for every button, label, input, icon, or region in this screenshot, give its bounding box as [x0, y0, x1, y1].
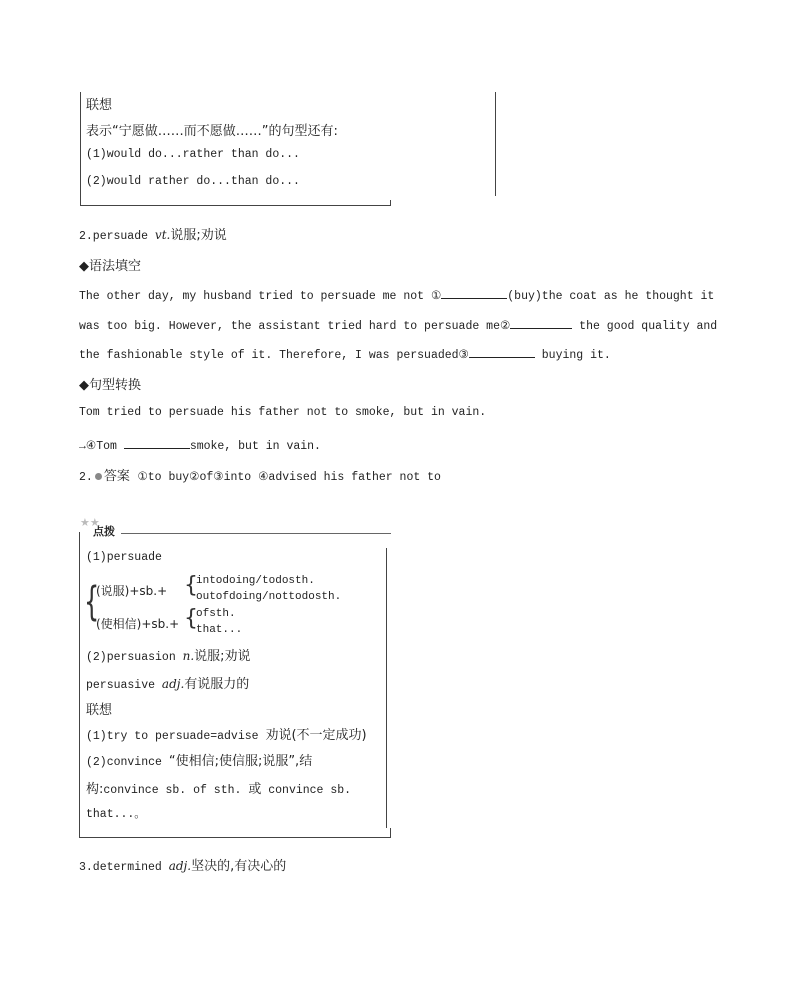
box2-item-1: (1)persuade — [86, 551, 162, 564]
answer-icon — [95, 473, 102, 480]
blank-2[interactable] — [510, 316, 572, 329]
blank-4[interactable] — [124, 436, 190, 449]
section3-title: 3.determined adj.坚决的,有决心的 — [79, 859, 287, 874]
star-icon: ★★ — [80, 516, 100, 529]
box1-line-2: (2)would rather do...than do... — [86, 175, 300, 188]
paragraph-line-3: the fashionable style of it. Therefore, I was persuaded③ buying it. — [79, 345, 611, 362]
box2-lianxiang-2: (2)convince “使相信;使信服;说服”,结 — [86, 754, 313, 769]
box1-line-1: (1)would do...rather than do... — [86, 148, 300, 161]
brace1-option-b: outofdoing/nottodosth. — [196, 591, 342, 603]
grammar-heading: ◆语法填空 — [79, 259, 141, 274]
box2-lianxiang-3: 构:convince sb. of sth. 或 convince sb. — [86, 782, 352, 797]
brace1-option-a: intodoing/todosth. — [196, 575, 315, 587]
box2-item-3: persuasive adj.有说服力的 — [86, 677, 250, 692]
blank-1[interactable] — [441, 286, 507, 299]
box1-heading: 联想 — [86, 98, 113, 113]
transform-heading: ◆句型转换 — [79, 378, 141, 393]
box2-lianxiang: 联想 — [86, 703, 113, 718]
blank-3[interactable] — [469, 345, 535, 358]
transform-answer-line: →④Tom smoke, but in vain. — [79, 436, 321, 453]
brace1-icon: { — [184, 573, 198, 598]
answer-line: 2. 答案 ①to buy②of③into ④advised his father not to — [79, 469, 441, 484]
brace1-label: (说服)+sb.+ — [96, 584, 168, 598]
section2-title: 2.persuade vt.说服;劝说 — [79, 228, 227, 243]
brace2-icon: { — [184, 606, 198, 631]
paragraph-line-1: The other day, my husband tried to persuade me not ① (buy)the coat as he thought it — [79, 286, 714, 303]
box2-lianxiang-4: that...。 — [86, 808, 146, 821]
brace2-option-a: ofsth. — [196, 608, 236, 620]
box1-intro: 表示“宁愿做……而不愿做……”的句型还有: — [86, 124, 338, 139]
badge-label: 点拨 — [93, 525, 115, 538]
transform-sentence: Tom tried to persuade his father not to smoke, but in vain. — [79, 406, 487, 419]
box2-lianxiang-1: (1)try to persuade=advise 劝说(不一定成功) — [86, 728, 367, 743]
pos-label: vt. — [154, 228, 171, 242]
paragraph-line-2: was too big. However, the assistant tried hard to persuade me② the good quality and — [79, 316, 717, 333]
brace2-label: (使相信)+sb.+ — [96, 617, 180, 631]
box2-item-2: (2)persuasion n.说服;劝说 — [86, 649, 251, 664]
brace-outer-icon: { — [84, 579, 100, 625]
brace2-option-b: that... — [196, 624, 243, 636]
